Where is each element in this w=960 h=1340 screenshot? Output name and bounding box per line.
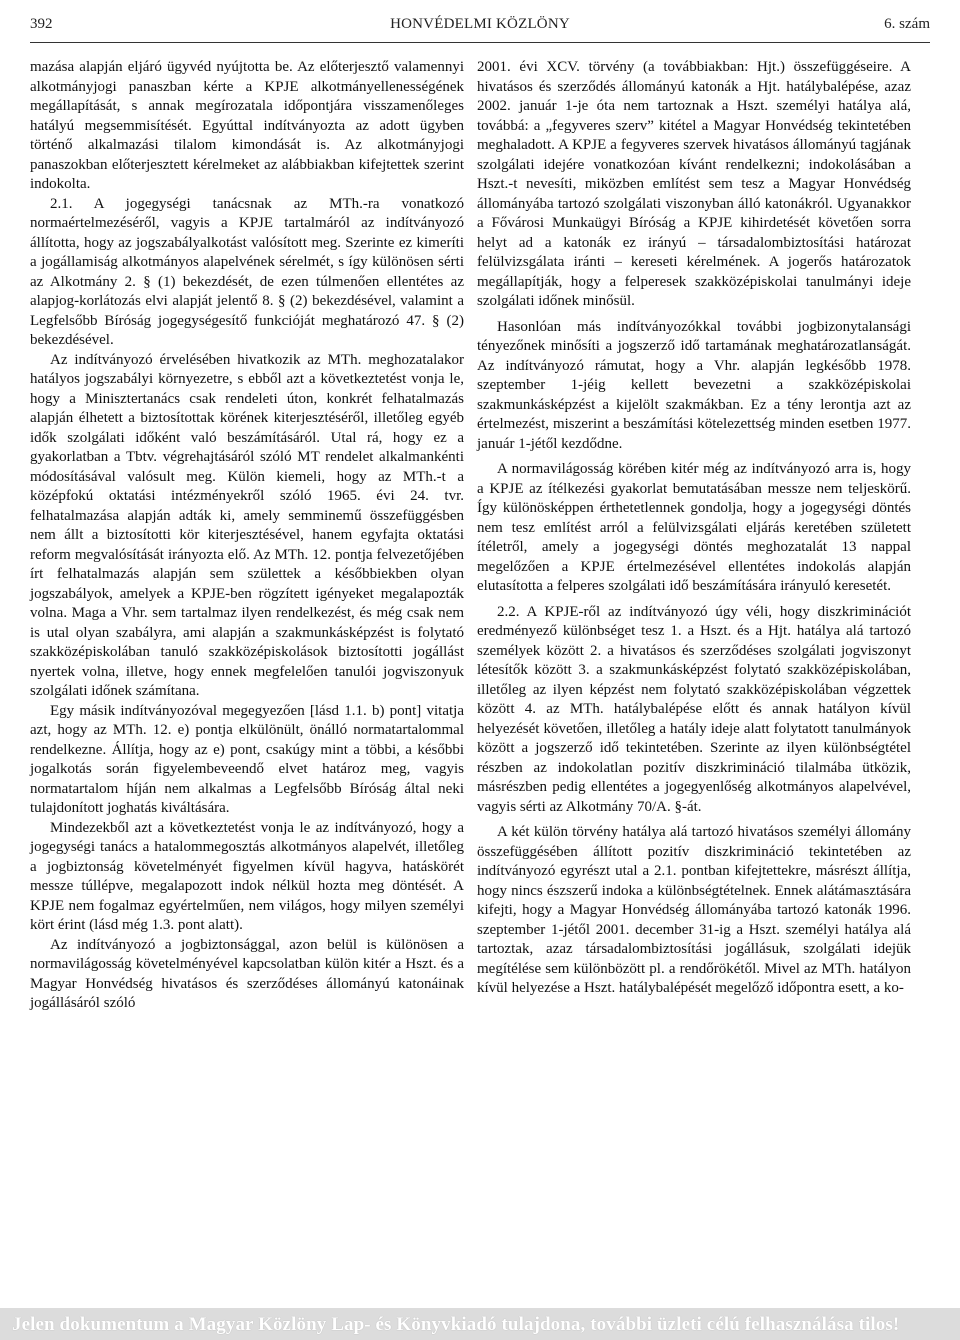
- right-column: [477, 58, 911, 999]
- paragraph: 2.2. A KPJE-ről az indítványozó úgy véli, hogy diszkriminációt eredményező különbséget tesz 1. a Hszt. és a Hjt. hatálya alá tartozó személyek között 2. a hivatásos és szerződéses szolgálati jogviszonyt létesítők között 3. a szakmunkásképzést folytató szakközépiskolában, illetőleg az ilyen képzést nem folytató szakközépiskolában végzettek között 4. az MTh. hatálybalépése előtt és annak hatályon kívül helyezését követően, illetőleg a hatály ideje alatt folytatott tanulmányok között a jogszerző idő tekintetében. Szerinte az ilyen különbségtétel részben az indokolatlan pozitív diszkrimináció tilalmába ütközik, másrészben pedig ellentétes a jogegyenlőség alkotmányos alapelvével, vagyis sérti az Alkotmány 70/A. §-át.: [477, 603, 911, 815]
- paragraph: Egy másik indítványozóval megegyezően [lásd 1.1. b) pont] vitatja azt, hogy az MTh. 12. e) pontja elkülönült, önálló normatartalommal rendelkezne. Állítja, hogy az e) pont, csakúgy mint a többi, a későbbi jogalkotás során figyelembeveendő elvet határoz meg, vagyis normatartalom híján nem alkalmas a Legfelsőbb Bíróság által neki tulajdonított joghatás kiváltására.: [30, 702, 464, 816]
- paragraph: 2.1. A jogegységi tanácsnak az MTh.-ra vonatkozó normaértelmezéséről, vagyis a KPJE tartalmáról az indítványozó állította, hogy az jogszabályalkotást valósított meg. Szerinte ez kimeríti a jogállamiság alkotmányos alapelvének sérelmét, s így különösen sérti az Alkotmány 2. § (1) bekezdését, de ezen túlmenően ellentétes az alapjog-korlátozás elvi alapját jelentő 8. § (2) bekezdésével, valamint a Legfelsőbb Bíróság jogegységesítő funkcióját meghatározó 47. § (2) bekezdésével.: [30, 195, 464, 348]
- paragraph: mazása alapján eljáró ügyvéd nyújtotta be. Az előterjesztő valamennyi alkotmányjogi panaszban kérte a KPJE alkotmányellenességének megállapítását, s annak megírozatala időpontjára visszamenőleges hatályú megsemmisítését. Egyúttal indítványozta az adott ügyben történő alkalmazási tilalom kimondását is. Az alkotmányjogi panaszokban előterjesztett kérelmeket az alábbiakban kifejtettek szerint indokolta.: [30, 59, 464, 192]
- watermark-text: Jelen dokumentum a Magyar Közlöny Lap- és Könyvkiadó tulajdona, további üzleti célú felhasználása tilos!: [12, 1314, 900, 1335]
- left-column: [30, 58, 464, 1014]
- paragraph: Hasonlóan más indítványozókkal további jogbizonytalansági tényezőnek minősíti a jogszerző idő tartamának meghatározatlanságát. Az indítványozó rámutat, hogy a Vhr. alapján legkésőbb 1978. szeptember 1-jéig kellett bevezetni a szakközépiskolai szakmunkásképzést a kijelölt szakmákban. Ez a tény lerontja azt az értelmezést, miszerint a beszámítási kötelezettség minden esetben 1977. január 1-jétől kezdődne.: [477, 318, 911, 452]
- header-rule: [30, 42, 930, 43]
- paragraph: 2001. évi XCV. törvény (a továbbiakban: Hjt.) összefüggéseire. A hivatásos és szerződés állományú katonák a Hjt. hatálybalépése, azaz 2002. január 1-je óta nem tartoznak a Hszt. személyi hatálya alá, továbbá: a „fegyveres szerv” kitétel a Magyar Honvédség tekintetében meghaladott. A KPJE a fegyveres szervek hivatásos állományú tagjának szolgálati idejére vonatkozóan kívánt rendelkezni; indokolásában a Hszt.-t nevesíti, miközben említést sem tesz a Magyar Honvédség állományába tartozó szolgálati viszonyban álló katonákról. Ugyanakkor a Fővárosi Munkaügyi Bíróság a KPJE kihirdetését követően sorra helyt ad a katonák ez irányú – társadalombiztosítási határozat felülvizsgálata iránti – kereseti kérelmének. A jogerős határozatok megállapítják, hogy a felperesek szakközépiskolai tanulmányi ideje szolgálati időnek minősül.: [477, 59, 911, 309]
- paragraph: A normavilágosság körében kitér még az indítványozó arra is, hogy a KPJE az ítélkezési gyakorlat bemutatásában messze nem teljeskörű. Így különösképpen érthetetlennek gondolja, hogy a jogegységi döntés nem tesz említést arról a felülvizsgálati eljárás keretében született ítéletről, amely a jogegységi döntés meghozatalát 13 nappal megelőzően a KPJE értelmezésével ellentétes indokolás alapján elutasította a felperes szolgálati idő beszámítására irányuló keresetét.: [477, 461, 911, 594]
- copyright-watermark-banner: [0, 1308, 960, 1340]
- paragraph: Mindezekből azt a következtetést vonja le az indítványozó, hogy a jogegységi tanács a hatalommegosztás alkotmányos alapelvét, illetőleg a jogbiztonság követelményét figyelmen kívül hagyva, hatáskörét messze túllépve, megalapozott indok nélkül hozta meg döntését. A KPJE nem fogalmaz egyértelműen, nem világos, hogy milyen személyi kört érint (lásd még 1.3. pont alatt).: [30, 819, 464, 933]
- page-header: [30, 16, 930, 40]
- paragraph: A két külön törvény hatálya alá tartozó hivatásos személyi állomány összefüggésében állított pozitív diszkrimináció tekintetében az indítványozó egyrészt utal a 2.1. pontban kifejtettekre, másrészt állítja, hogy nincs észszerű indoka a különbségtételnek. Ennek alátámasztására kifejti, hogy a Magyar Honvédség állományába tartozó katonák 1996. szeptember 1-jétől 2001. december 31-ig a Hszt. személyi hatálya alá tartoztak, azaz társadalombiztosítási jogállásuk, szolgálati idejük megítélése sem különbözött pl. a rendőrökétől. Mivel az MTh. hatályon kívül helyezése a Hszt. hatálybalépését megelőző időpontra esett, a ko-: [477, 824, 911, 996]
- page-number: 392: [30, 16, 53, 32]
- paragraph: Az indítványozó a jogbiztonsággal, azon belül is különösen a normavilágosság követelményével kapcsolatban külön kitér a Hszt. és a Magyar Honvédség hivatásos és szerződéses állományú katonáinak jogállásáról szóló: [30, 936, 464, 1011]
- paragraph: Az indítványozó érvelésében hivatkozik az MTh. meghozatalakor hatályos jogszabályi környezetre, s ebből azt a következtetést vonja le, hogy a Minisztertanács csak rendeleti úton, konkrét felhatalmazás alapján élhetett a biztosítottak körének kiterjesztéséről, illetőleg egyéb idők szolgálati időként való beszámításáról. Utal rá, hogy ez a gyakorlatban a Tbtv. végrehajtásáról szóló MT rendelet alkalmankénti módosításával valósult meg. Külön kiemeli, hogy az MTh.-t a középfokú oktatási intézményekről szóló 1965. évi 24. tvr. felhatalmazása alapján adták ki, amely semminemű összefüggésben nem állt a biztosítotti kör kiterjesztésével, hanem egyfajta oktatási reform megvalósítását irányozta elő. Az MTh. 12. pontja felvezetőjében írt felhatalmazás alapján sem születtek a későbbiekben olyan jogszabályok, amelyek a KPJE-ben rögzített igényeket megalapozták volna. Maga a Vhr. sem tartalmaz ilyen rendelkezést, és még csak nem is utal olyan szabályra, ami alapján a szakmunkásképzést is folytató szakközépiskolában tanuló szakközépiskolások biztosítotti jogállást nyertek volna, illetve, hogy ennek megfelelően tanulói jogviszonyuk szolgálati időnek számítana.: [30, 351, 464, 699]
- journal-title: HONVÉDELMI KÖZLÖNY: [390, 16, 570, 32]
- issue-number: 6. szám: [884, 16, 930, 32]
